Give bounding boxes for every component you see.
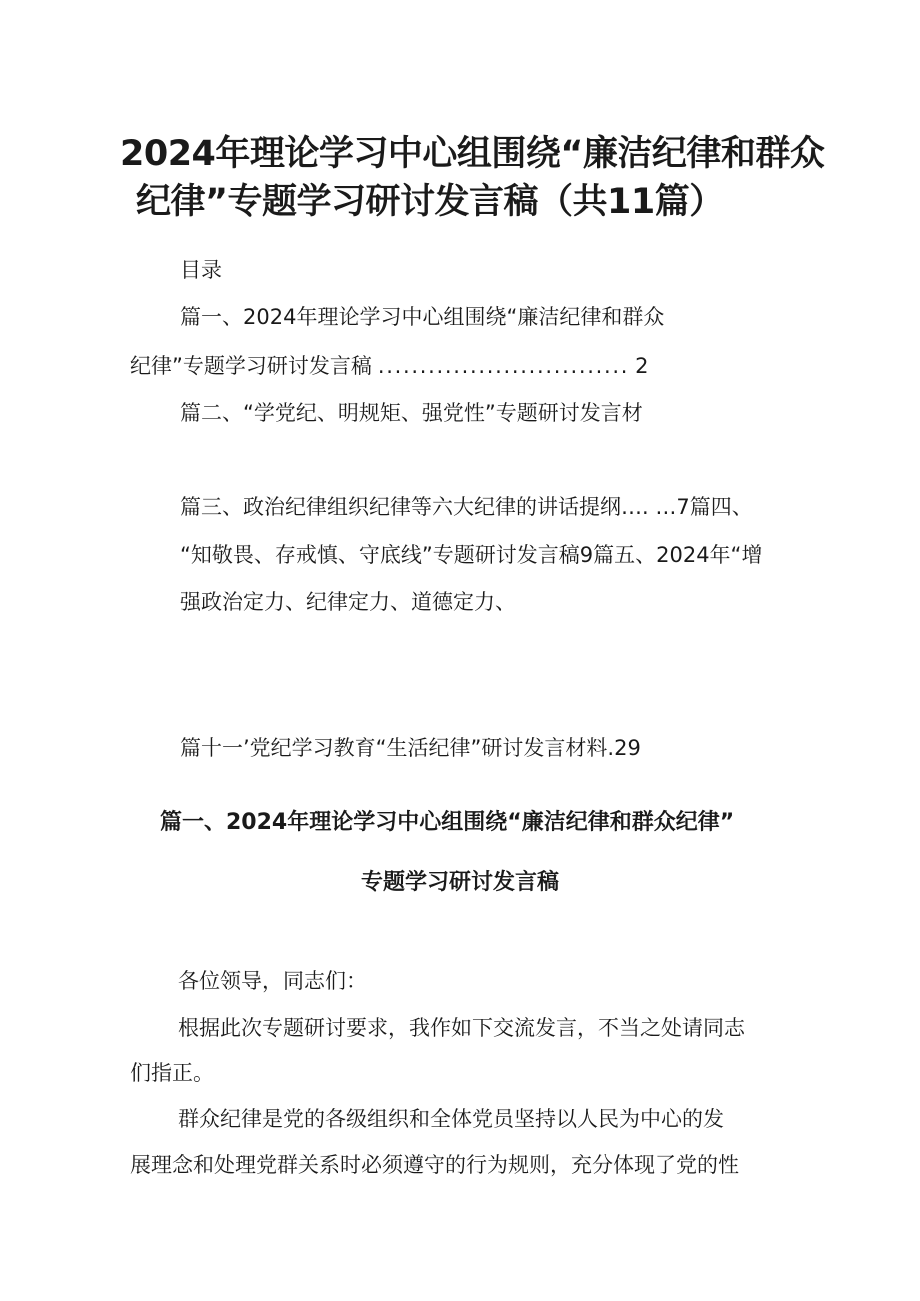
toc-entry-3-line-3[interactable]: 强政治定力、纪律定力、道德定力、	[180, 590, 516, 614]
paragraph-1-line-2: 们指正。	[130, 1061, 214, 1085]
toc-entry-3-line-1[interactable]: 篇三、政治纪律组织纪律等六大纪律的讲话提纲…. …7篇四、	[180, 495, 753, 519]
section-title-line-2: 专题学习研讨发言稿	[360, 870, 559, 895]
toc-entry-1-line-1[interactable]: 篇一、2024年理论学习中心组围绕“廉洁纪律和群众	[180, 305, 665, 329]
paragraph-1-line-1: 根据此次专题研讨要求，我作如下交流发言，不当之处请同志	[178, 1016, 745, 1040]
toc-entry-1-dots: ..............................	[377, 354, 630, 378]
paragraph-2-line-2: 展理念和处理党群关系时必须遵守的行为规则，充分体现了党的性	[130, 1153, 739, 1177]
toc-entry-2[interactable]: 篇二、“学党纪、明规矩、强党性”专题研讨发言材	[180, 401, 643, 425]
toc-entry-1-text: 纪律”专题学习研讨发言稿	[130, 354, 372, 378]
toc-entry-1-line-2[interactable]	[130, 351, 649, 381]
toc-entry-11[interactable]: 篇十一’党纪学习教育“生活纪律”研讨发言材料.29	[180, 736, 641, 760]
document-title-line-1: 2024年理论学习中心组围绕“廉洁纪律和群众	[120, 134, 825, 174]
salutation: 各位领导，同志们：	[178, 969, 367, 993]
document-title-line-2: 纪律”专题学习研讨发言稿（共11篇）	[136, 182, 724, 222]
section-title-line-1: 篇一、2024年理论学习中心组围绕“廉洁纪律和群众纪律”	[160, 810, 735, 835]
toc-heading: 目录	[180, 258, 222, 282]
toc-entry-3-line-2[interactable]: “知敬畏、存戒慎、守底线”专题研讨发言稿9篇五、2024年“增	[180, 543, 763, 567]
toc-entry-1-page: 2	[635, 354, 649, 378]
paragraph-2-line-1: 群众纪律是党的各级组织和全体党员坚持以人民为中心的发	[178, 1107, 724, 1131]
